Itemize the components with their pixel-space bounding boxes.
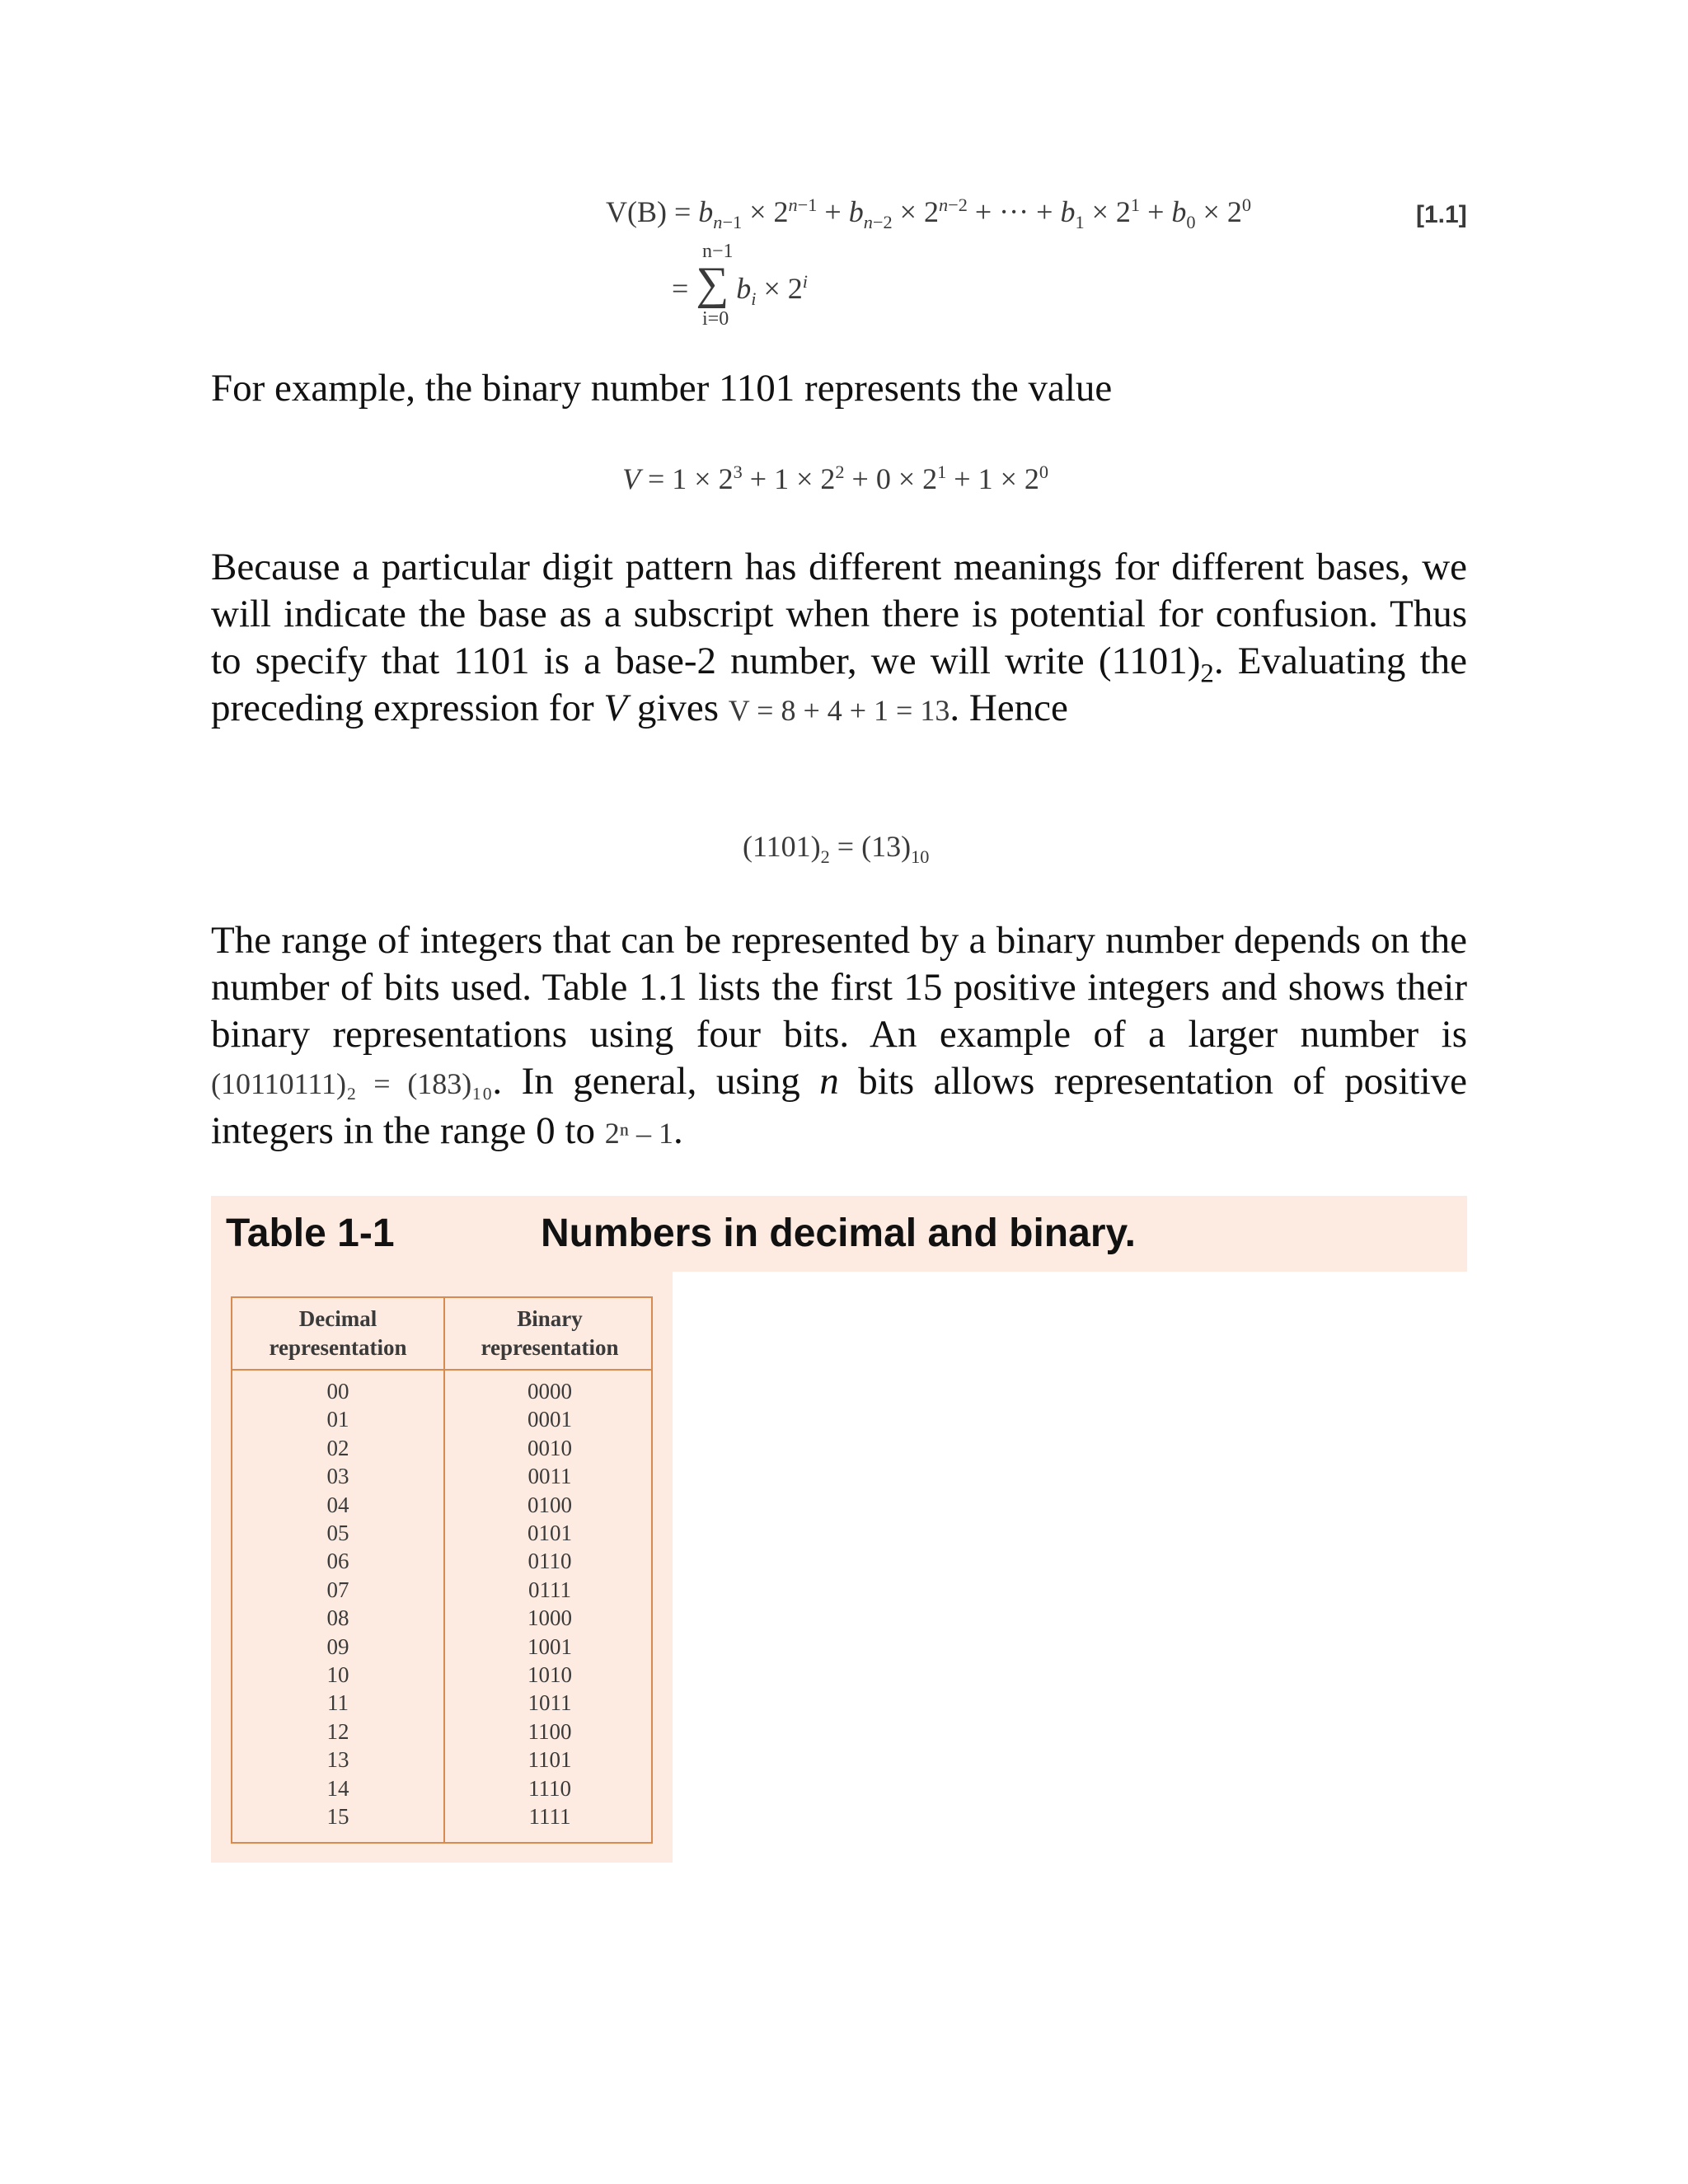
table-label: Table 1-1	[226, 1212, 395, 1255]
paragraph-text: .	[673, 1109, 683, 1152]
header-divider	[232, 1369, 651, 1371]
binary-cell: 1010	[528, 1662, 572, 1688]
paragraph-text: gives	[627, 687, 729, 729]
paragraph-text: . In general, using	[492, 1060, 820, 1103]
equation-v-1101: $V = 1 \times 2^3 + 1 \times 2^2 + 0 \times 2^1 + 1 \times 2^0$	[622, 462, 1049, 495]
header-decimal	[232, 1305, 443, 1362]
decimal-cell: 10	[326, 1662, 349, 1688]
paragraph-text: bits allows representation of positive integers in the range 0 to	[211, 1060, 1468, 1152]
decimal-cell: 00	[326, 1379, 349, 1404]
summation-lower-limit: i=0	[702, 308, 729, 330]
subscript: 2	[1200, 658, 1214, 689]
decimal-cell: 06	[326, 1549, 349, 1574]
decimal-cell: 12	[326, 1718, 349, 1744]
table-caption	[211, 1196, 1467, 1272]
header-text: representation	[481, 1335, 619, 1360]
decimal-cell: 09	[326, 1633, 349, 1659]
decimal-cell: 01	[326, 1407, 349, 1432]
header-text: representation	[269, 1335, 407, 1360]
binary-cell: 1011	[528, 1690, 572, 1716]
binary-cell: 0100	[528, 1492, 572, 1517]
decimal-column	[232, 1377, 443, 1831]
table-panel	[211, 1272, 673, 1863]
paragraph-base-notation	[211, 544, 1467, 734]
binary-cell: 1000	[528, 1605, 572, 1631]
binary-cell: 0111	[528, 1577, 571, 1602]
sigma-symbol: ∑	[696, 258, 729, 309]
binary-cell: 0011	[528, 1464, 572, 1489]
decimal-cell: 04	[326, 1492, 349, 1517]
table-title: Numbers in decimal and binary.	[541, 1212, 1136, 1255]
binary-cell: 1100	[528, 1718, 572, 1744]
summation-upper-limit: n−1	[702, 241, 734, 262]
binary-cell: 1001	[528, 1633, 572, 1659]
binary-cell: 0110	[528, 1549, 572, 1574]
header-text: Binary	[517, 1306, 583, 1331]
paragraph-text: . Evaluating the preceding expression for	[211, 640, 1468, 729]
decimal-cell: 11	[327, 1690, 349, 1716]
decimal-binary-table	[231, 1296, 653, 1844]
paragraph-text: The range of integers that can be represented by a binary number depends on the number of bits used. Table 1.1 lists the first 15 positive integers and shows their binary representations using four bits. An example of a larger number is	[211, 919, 1467, 1056]
binary-column	[444, 1377, 655, 1831]
binary-cell: 1110	[528, 1775, 571, 1801]
inline-equation: (10110111)₂ = (183)₁₀	[211, 1067, 493, 1100]
inline-range: 2ⁿ – 1	[604, 1117, 674, 1150]
decimal-cell: 15	[326, 1804, 349, 1830]
binary-cell: 1101	[528, 1747, 572, 1773]
header-text: Decimal	[298, 1306, 377, 1331]
equation-1-1-line2: = ∑ $b_i \times 2^i$	[672, 258, 808, 310]
equation-number: [1.1]	[1416, 201, 1467, 228]
binary-cell: 0010	[528, 1435, 572, 1460]
binary-cell: 0000	[528, 1379, 572, 1404]
binary-cell: 0001	[528, 1407, 572, 1432]
inline-equation: V = 8 + 4 + 1 = 13	[728, 694, 950, 727]
binary-cell: 0101	[528, 1521, 572, 1546]
header-binary	[444, 1305, 655, 1362]
variable-v: V	[603, 687, 628, 729]
decimal-cell: 07	[326, 1577, 349, 1602]
paragraph-example: For example, the binary number 1101 represents the value	[211, 367, 1113, 410]
decimal-cell: 13	[326, 1747, 349, 1773]
decimal-cell: 03	[326, 1464, 349, 1489]
binary-cell: 1111	[528, 1804, 571, 1830]
variable-n: n	[819, 1060, 839, 1103]
paragraph-text: . Hence	[950, 687, 1068, 729]
equation-1-1-line1: $V(B) = b_{n-1} \times 2^{n-1} + b_{n-2} \times 2^{n-2}$ + ··· + $b_1 \times 2^1 + b_0 \times 2^0$	[606, 194, 1251, 233]
decimal-cell: 08	[326, 1605, 349, 1631]
paragraph-range-of-integers	[211, 917, 1467, 1157]
paragraph-text: Because a particular digit pattern has different meanings for different bases, we will indicate the base as a subscript when there is potential for confusion. Thus to specify that 1101 is a base-2 number, we will write (1101)	[211, 546, 1467, 682]
decimal-cell: 05	[326, 1521, 349, 1546]
decimal-cell: 14	[326, 1775, 349, 1801]
equation-1101-equals-13: $(1101)_2 = (13)_{10}$	[743, 830, 930, 868]
equation-prefix: V(B) =	[606, 195, 699, 228]
decimal-cell: 02	[326, 1435, 349, 1460]
